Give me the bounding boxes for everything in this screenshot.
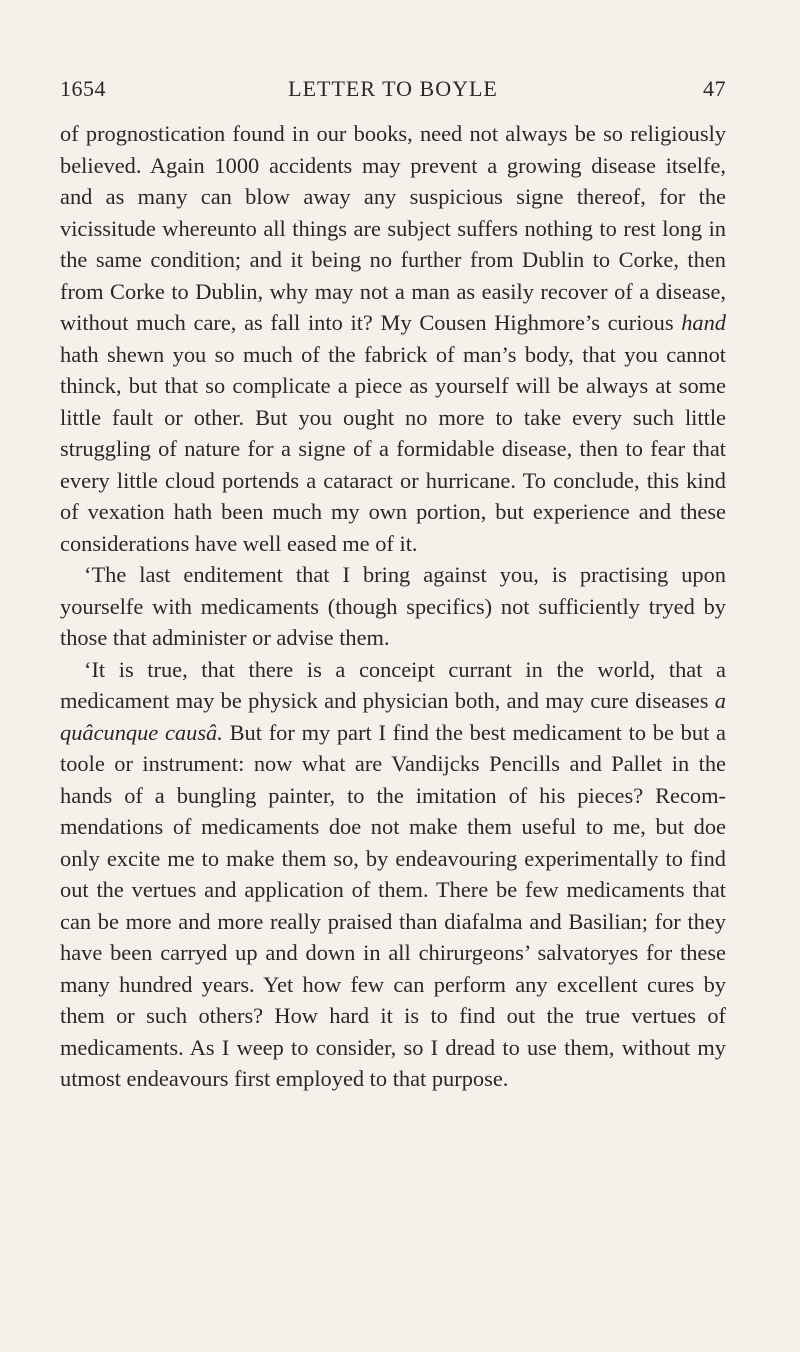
paragraph-3 (60, 654, 726, 1095)
page-number: 47 (703, 76, 726, 101)
paragraph-3-text-a: ‘It is true, that there is a conceipt currant in the world, that a medicament may be physick and physician both, and may cure diseases (60, 656, 726, 713)
paragraph-1-text-c: hath shewn you so much of the fabrick of man’s body, that you cannot thinck, but that so complicate a piece as yourself will be always at some little fault or other. But you ought no more to take every such little struggling of nature for a signe of a formidable disease, then to fear that every little cloud portends a cataract or hurricane. To conclude, this kind of vexation hath been much my own portion, but experience and these considerations have well eased me of it. (60, 341, 726, 556)
header-title: LETTER TO BOYLE (288, 76, 498, 101)
paragraph-1-text-a: of prognostication found in our books, need not always be so religiously believed. Again 1000 accidents may prevent a growing disease itselfe, and as many can blow away any suspicious signe thereof, for the vicissitude whereunto all things are subject suffers nothing to rest long in the same condition; and it being no further from Dublin to Corke, then from Corke to Dublin, why may not a man as easily recover of a disease, without much care, as fall into it? My Cousen Highmore’s curious (60, 121, 726, 335)
paragraph-3-text-c: But for my part I find the best medicament to be but a toole or instrument: now what are Vandijcks Pencills and Pallet in the hands of a bungling painter, to the imitation of his pieces? Recommendations of medicaments doe not make them useful to me, but doe only excite me to make them so, by endeavouring experimentally to find out the vertues and application of them. There be few medicaments that can be more and more really praised than diafalma and Basilian; for they have been carryed up and down in all chirurgeons’ salvatoryes for these many hundred years. Yet how few can perform any excellent cures by them or such others? How hard it is to find out the true vertues of medicaments. As I weep to consider, so I dread to use them, without my utmost endeavours first employed to that purpose. (60, 719, 726, 1091)
paragraph-1 (60, 118, 726, 559)
paragraph-2 (60, 559, 726, 654)
paragraph-2-text: ‘The last enditement that I bring against you, is practising upon yourselfe with medicaments (though specifics) not sufficiently tryed by those that administer or advise them. (60, 562, 726, 650)
running-head (60, 76, 726, 106)
paragraph-3-italic-latin: a quâcunque causâ. (60, 688, 726, 745)
paragraph-1-italic-hand: hand (681, 310, 726, 335)
header-year: 1654 (60, 76, 106, 101)
body-text (60, 118, 726, 1095)
